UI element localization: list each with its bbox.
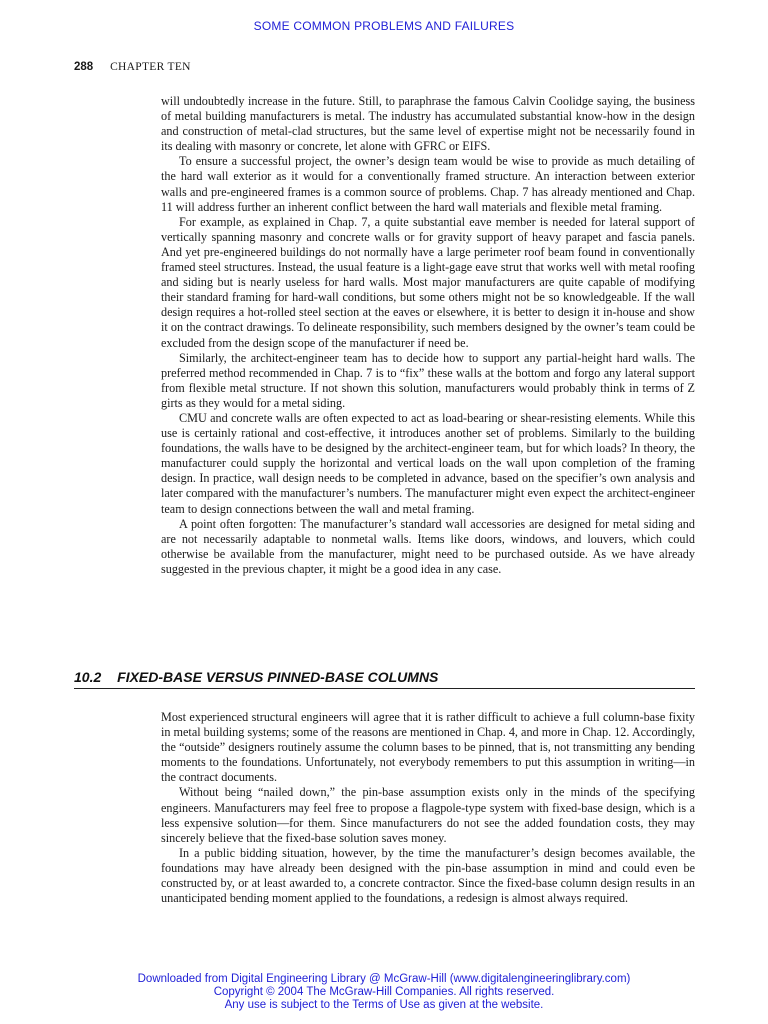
paragraph: To ensure a successful project, the owner’s design team would be wise to provide as much detailing of the hard wall exterior as it would for a conventionally framed structure. An interaction between exterior walls and pre-engineered frames is a common source of problems. Chap. 7 has already mentioned and Chap. 11 will address further an inherent conflict between the hard wall materials and flexible metal framing.: [161, 154, 695, 214]
running-head: SOME COMMON PROBLEMS AND FAILURES: [253, 19, 515, 33]
paragraph: Most experienced structural engineers will agree that it is rather difficult to achieve a full column-base fixity in metal building systems; some of the reasons are mentioned in Chap. 4, and more in Chap. 12. Accordingly, the “outside” designers routinely assume the column bases to be pinned, that is, not transmitting any bending moments to the foundations. Unfortunately, not everybody remembers to put this assumption in writing—in the contract documents.: [161, 710, 695, 785]
paragraph: CMU and concrete walls are often expected to act as load-bearing or shear-resisting elements. While this use is certainly rational and cost-effective, it introduces another set of problems. Similarly to the building foundations, the walls have to be designed by the architect-engineer team, but for which loads? In theory, the manufacturer could supply the horizontal and vertical loads on the wall upon completion of the framing design. In practice, wall design needs to be completed in advance, based on the specifier’s own analysis and later compared with the manufacturer’s numbers. The manufacturer might even expect the architect-engineer team to design connections between the wall and metal framing.: [161, 410, 695, 516]
paragraph: For example, as explained in Chap. 7, a quite substantial eave member is needed for lateral support of vertically spanning masonry and concrete walls or for gravity support of heavy parapet and fascia panels. And yet pre-engineered buildings do not normally have a large perimeter roof beam found in conventionally framed steel structures. Instead, the usual feature is a light-gage eave strut that works well with metal roofing and siding but is nearly useless for hard walls. Most major manufacturers are quite capable of modifying their standard framing for hard-wall conditions, but some others might not be so knowledgeable. If the wall design requires a hot-rolled steel section at the eaves or elsewhere, it is better to design it in-house and show it on the contract drawings. To delineate responsibility, such members designed by the owner’s team could be excluded from the design scope of the manufacturer if need be.: [161, 214, 695, 350]
paragraph: will undoubtedly increase in the future. Still, to paraphrase the famous Calvin Coolidge saying, the business of metal building manufacturers is metal. The industry has accumulated substantial know-how in the design and construction of metal-clad structures, but the same level of expertise might not be necessarily found in its dealing with masonry or concrete, let alone with GFRC or EIFS.: [161, 94, 695, 154]
paragraph: Similarly, the architect-engineer team has to decide how to support any partial-height hard walls. The preferred method recommended in Chap. 7 is to “fix” these walls at the bottom and forgo any lateral support from flexible metal structure. If not shown this solution, manufacturers would probably think in terms of Z girts as they would for a metal siding.: [161, 350, 695, 410]
section-heading: [74, 669, 695, 689]
footer-download-line[interactable]: Downloaded from Digital Engineering Library @ McGraw-Hill (www.digitalengineeringlibrary.com): [137, 973, 631, 985]
section-title: FIXED-BASE VERSUS PINNED-BASE COLUMNS: [117, 669, 439, 685]
page-folio: [74, 61, 191, 73]
paragraph: A point often forgotten: The manufacturer’s standard wall accessories are designed for metal siding and are not necessarily adaptable to nonmetal walls. Items like doors, windows, and louvers, which could otherwise be available from the manufacturer, might need to be purchased outside. As we have already suggested in the previous chapter, it might be a good idea in any case.: [161, 516, 695, 576]
chapter-label: CHAPTER TEN: [110, 61, 191, 73]
footer-copyright-line: Copyright © 2004 The McGraw-Hill Companies. All rights reserved.: [213, 986, 555, 998]
page-number: 288: [74, 61, 94, 73]
footer-terms-line[interactable]: Any use is subject to the Terms of Use as given at the website.: [224, 999, 544, 1011]
paragraph: Without being “nailed down,” the pin-base assumption exists only in the minds of the specifying engineers. Manufacturers may feel free to propose a flagpole-type system with fixed-base design, which is a less expensive solution—for them. Since manufacturers do not see the added foundation costs, they may sincerely believe that the fixed-base solution saves money.: [161, 785, 695, 845]
copyright-footer: [0, 973, 768, 1012]
body-text-upper: [161, 94, 695, 577]
section-number: 10.2: [74, 669, 102, 685]
paragraph: In a public bidding situation, however, by the time the manufacturer’s design becomes available, the foundations may have already been designed with the pin-base assumption in mind and could even be constructed by, or at least awarded to, a concrete contractor. Since the fixed-base column design results in an unanticipated bending moment applied to the foundations, a redesign is almost always required.: [161, 845, 695, 906]
body-text-lower: [161, 710, 695, 906]
